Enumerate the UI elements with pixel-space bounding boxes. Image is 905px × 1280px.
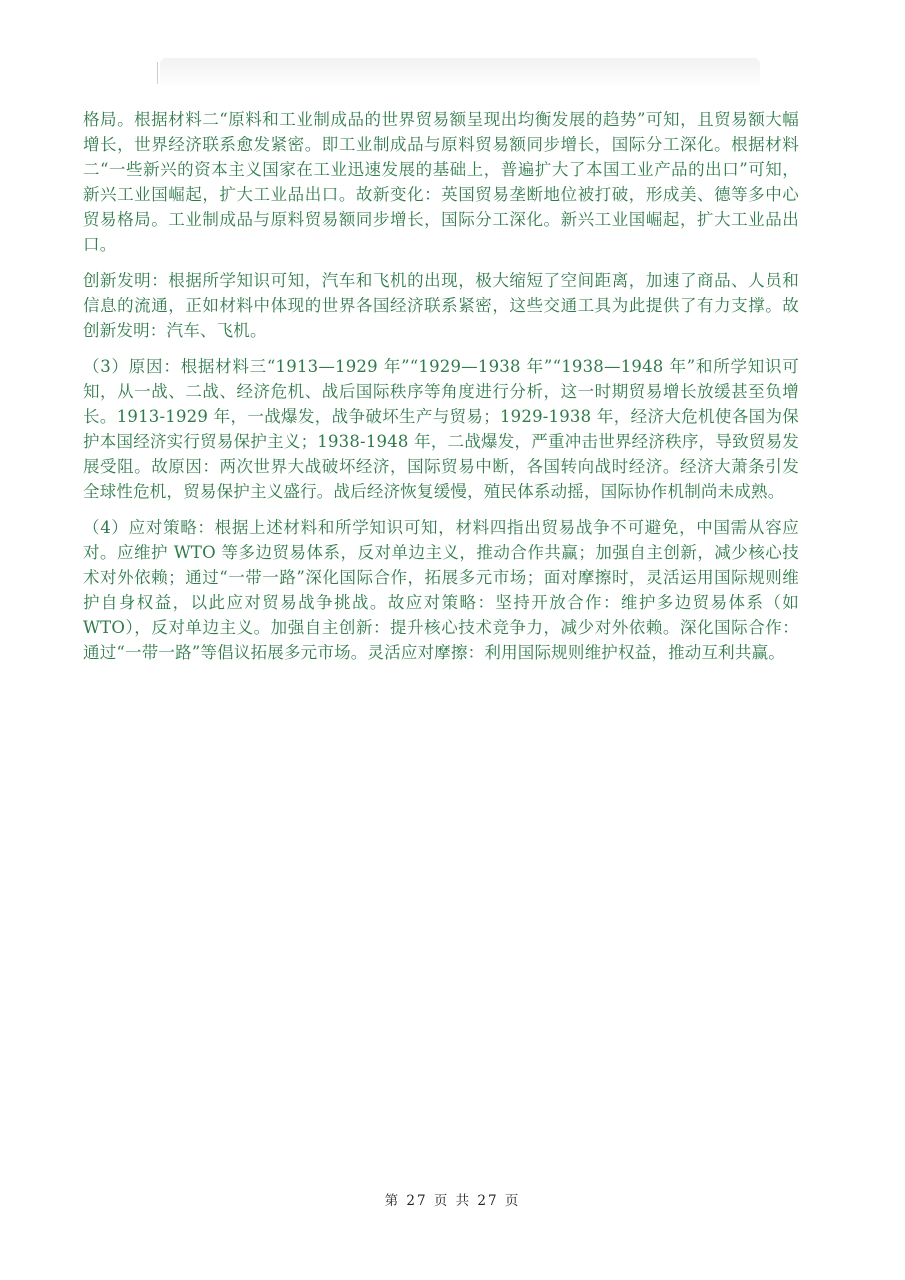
- header-mark: [157, 62, 158, 84]
- paragraph-strategies: （4）应对策略：根据上述材料和所学知识可知，材料四指出贸易战争不可避免，中国需从容应对。应维护 WTO 等多边贸易体系，反对单边主义，推动合作共赢；加强自主创新，减少核心技术对外依赖；通过“一带一路”深化国际合作，拓展多元市场；面对摩擦时，灵活运用国际规则维护自身权益，以此应对贸易战争挑战。故应对策略：坚持开放合作：维护多边贸易体系（如 WTO），反对单边主义。加强自主创新：提升核心技术竞争力，减少对外依赖。深化国际合作：通过“一带一路”等倡议拓展多元市场。灵活应对摩擦：利用国际规则维护权益，推动互利共赢。: [83, 518, 799, 662]
- page-number-footer: 第 27 页 共 27 页: [384, 1193, 521, 1209]
- paragraph-inventions: 创新发明：根据所学知识可知，汽车和飞机的出现，极大缩短了空间距离，加速了商品、人员和信息的流通，正如材料中体现的世界各国经济联系紧密，这些交通工具为此提供了有力支撑。故创新发明：汽车、飞机。: [83, 271, 799, 340]
- header-band: [160, 58, 760, 88]
- paragraph-trade-pattern: 格局。根据材料二“原料和工业制成品的世界贸易额呈现出均衡发展的趋势”可知，且贸易额大幅增长，世界经济联系愈发紧密。即工业制成品与原料贸易额同步增长，国际分工深化。根据材料二“一些新兴的资本主义国家在工业迅速发展的基础上，普遍扩大了本国工业产品的出口”可知，新兴工业国崛起，扩大工业品出口。故新变化：英国贸易垄断地位被打破，形成美、德等多中心贸易格局。工业制成品与原料贸易额同步增长，国际分工深化。新兴工业国崛起，扩大工业品出口。: [83, 110, 799, 254]
- document-body: [83, 107, 799, 676]
- paragraph-causes: （3）原因：根据材料三“1913—1929 年”“1929—1938 年”“1938—1948 年”和所学知识可知，从一战、二战、经济危机、战后国际秩序等角度进行分析，这一时期贸易增长放缓甚至负增长。1913-1929 年，一战爆发，战争破坏生产与贸易；1929-1938 年，经济大危机使各国为保护本国经济实行贸易保护主义；1938-1948 年，二战爆发，严重冲击世界经济秩序，导致贸易发展受阻。故原因：两次世界大战破坏经济，国际贸易中断，各国转向战时经济。经济大萧条引发全球性危机，贸易保护主义盛行。战后经济恢复缓慢，殖民体系动摇，国际协作机制尚未成熟。: [83, 357, 799, 501]
